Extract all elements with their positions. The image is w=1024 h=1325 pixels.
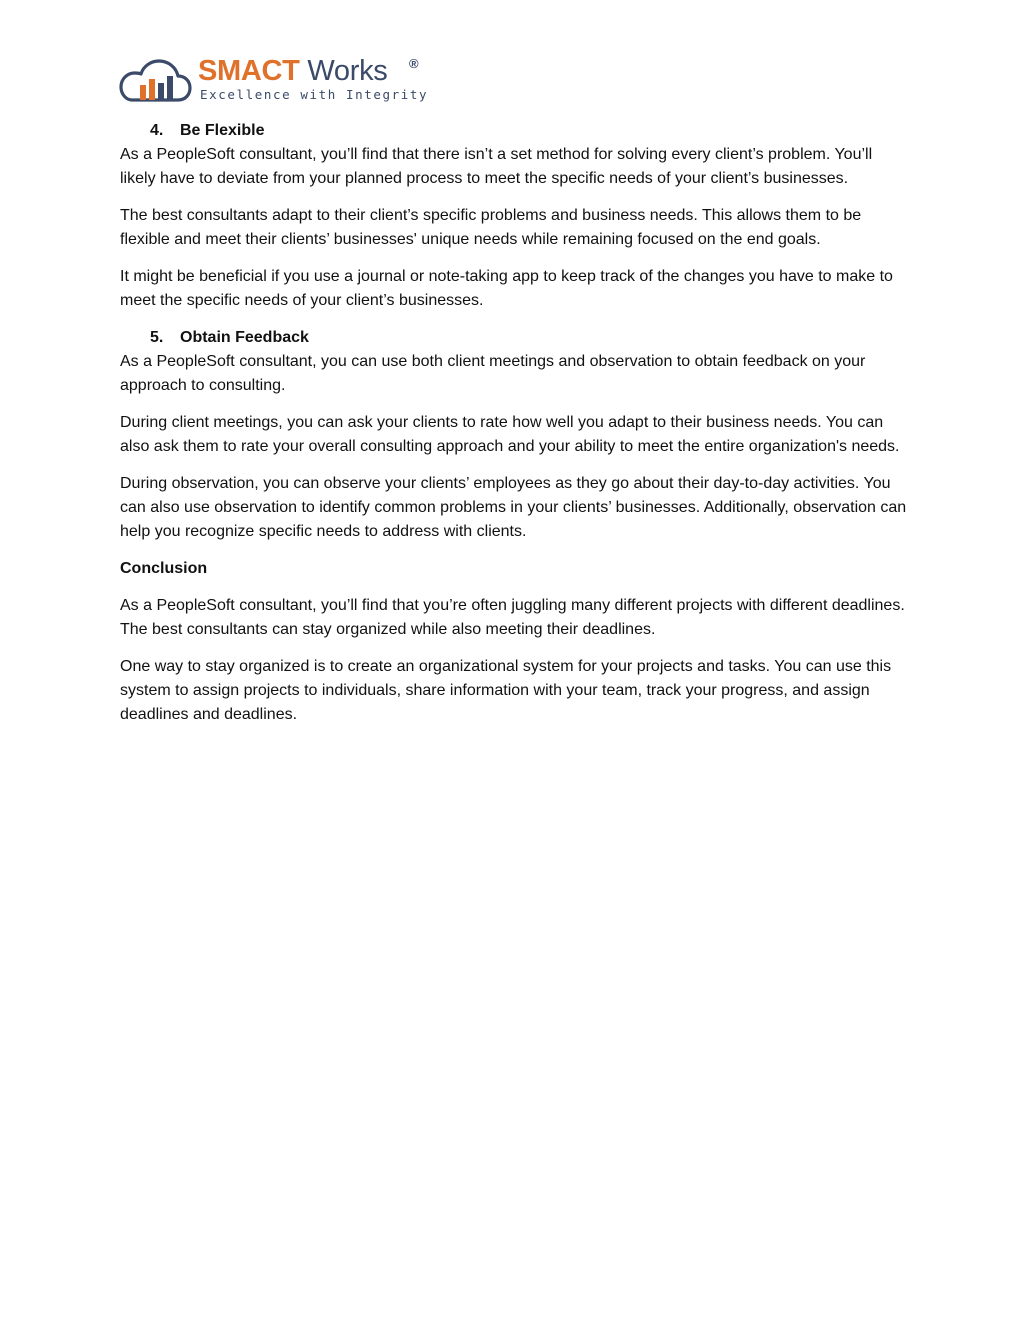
paragraph: As a PeopleSoft consultant, you’ll find that there isn’t a set method for solving every client’s problem. You’ll likely have to deviate from your planned process to meet the specific needs of your client’s businesses. — [120, 146, 873, 187]
brand-primary: SMACT — [198, 55, 300, 87]
paragraph: The best consultants adapt to their client’s specific problems and business needs. This allows them to be flexible and meet their clients’ businesses' unique needs while remaining focused on the end goals. — [120, 207, 862, 248]
section-heading-flexible — [120, 119, 910, 143]
paragraph: One way to stay organized is to create an organizational system for your projects and tasks. You can use this system to assign projects to individuals, share information with your team, track your progress, and assign deadlines and deadlines. — [120, 658, 892, 723]
section-title: Obtain Feedback — [180, 329, 309, 346]
document-body — [120, 119, 910, 740]
paragraph: As a PeopleSoft consultant, you can use both client meetings and observation to obtain feedback on your approach to consulting. — [120, 353, 866, 394]
section-number: 5. — [150, 329, 164, 346]
section-number: 4. — [150, 122, 164, 139]
section-heading-feedback — [120, 326, 910, 350]
registered-mark: ® — [409, 56, 419, 71]
paragraph: As a PeopleSoft consultant, you’ll find that you’re often juggling many different projects with different deadlines. The best consultants can stay organized while also meeting their deadlines. — [120, 597, 905, 638]
company-logo — [118, 54, 428, 106]
section-title: Be Flexible — [180, 122, 265, 139]
cloud-bar-chart-icon — [118, 58, 192, 104]
paragraph: It might be beneficial if you use a journal or note-taking app to keep track of the changes you have to make to meet the specific needs of your client’s businesses. — [120, 268, 893, 309]
brand-secondary: Works — [307, 55, 388, 87]
brand-tagline: Excellence with Integrity — [200, 87, 429, 102]
paragraph: During client meetings, you can ask your clients to rate how well you adapt to their business needs. You can also ask them to rate your overall consulting approach and your ability to meet the entire organization's needs. — [120, 414, 900, 455]
brand-name — [198, 54, 388, 88]
paragraph: During observation, you can observe your clients’ employees as they go about their day-to-day activities. You can also use observation to identify common problems in your clients’ businesses. Additionally, observation can help you recognize specific needs to address with clients. — [120, 475, 907, 540]
section-heading-conclusion: Conclusion — [120, 560, 208, 577]
